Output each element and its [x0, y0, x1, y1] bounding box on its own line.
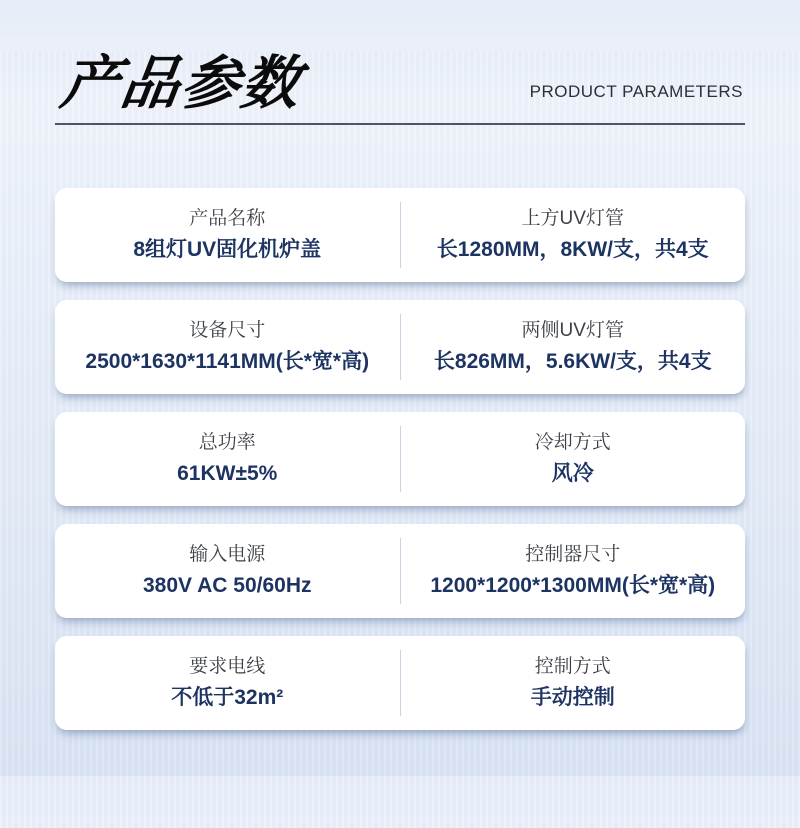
spec-label: 上方UV灯管: [521, 208, 624, 230]
spec-cell-wire-requirement: [55, 636, 400, 730]
spec-label: 冷却方式: [534, 432, 611, 454]
page-title: 产品参数: [56, 51, 307, 116]
page-header: [55, 52, 745, 116]
spec-label: 控制方式: [534, 656, 611, 678]
spec-value: 1200*1200*1300MM(长*宽*高): [430, 574, 716, 598]
spec-value: 2500*1630*1141MM(长*宽*高): [85, 350, 370, 374]
spec-value: 长826MM，5.6KW/支，共4支: [433, 350, 712, 374]
spec-value: 手动控制: [530, 686, 615, 710]
spec-value: 风冷: [551, 462, 594, 486]
spec-label: 设备尺寸: [189, 320, 266, 342]
spec-cell-equipment-size: [55, 300, 400, 394]
spec-label: 输入电源: [189, 544, 266, 566]
title-rule: [55, 123, 745, 125]
spec-value: 8组灯UV固化机炉盖: [133, 238, 322, 262]
spec-value: 不低于32m²: [171, 686, 284, 710]
spec-value: 长1280MM，8KW/支，共4支: [436, 238, 709, 262]
spec-card-list: [55, 188, 745, 730]
spec-cell-control-method: [401, 636, 746, 730]
spec-row-total-power: [55, 412, 745, 506]
spec-cell-top-uv-lamp: [401, 188, 746, 282]
spec-row-wire-requirement: [55, 636, 745, 730]
spec-label: 两侧UV灯管: [521, 320, 624, 342]
page-subtitle: PRODUCT PARAMETERS: [529, 81, 743, 101]
spec-row-product-name: [55, 188, 745, 282]
spec-row-input-power: [55, 524, 745, 618]
product-parameters-page: [0, 52, 800, 730]
spec-cell-cooling-method: [401, 412, 746, 506]
spec-cell-side-uv-lamp: [401, 300, 746, 394]
spec-value: 61KW±5%: [177, 462, 278, 486]
spec-label: 总功率: [198, 432, 256, 454]
spec-cell-total-power: [55, 412, 400, 506]
spec-label: 要求电线: [189, 656, 266, 678]
spec-cell-input-power: [55, 524, 400, 618]
spec-row-equipment-size: [55, 300, 745, 394]
spec-label: 控制器尺寸: [525, 544, 621, 566]
spec-label: 产品名称: [189, 208, 266, 230]
spec-cell-controller-size: [401, 524, 746, 618]
spec-cell-product-name: [55, 188, 400, 282]
spec-value: 380V AC 50/60Hz: [143, 574, 312, 598]
